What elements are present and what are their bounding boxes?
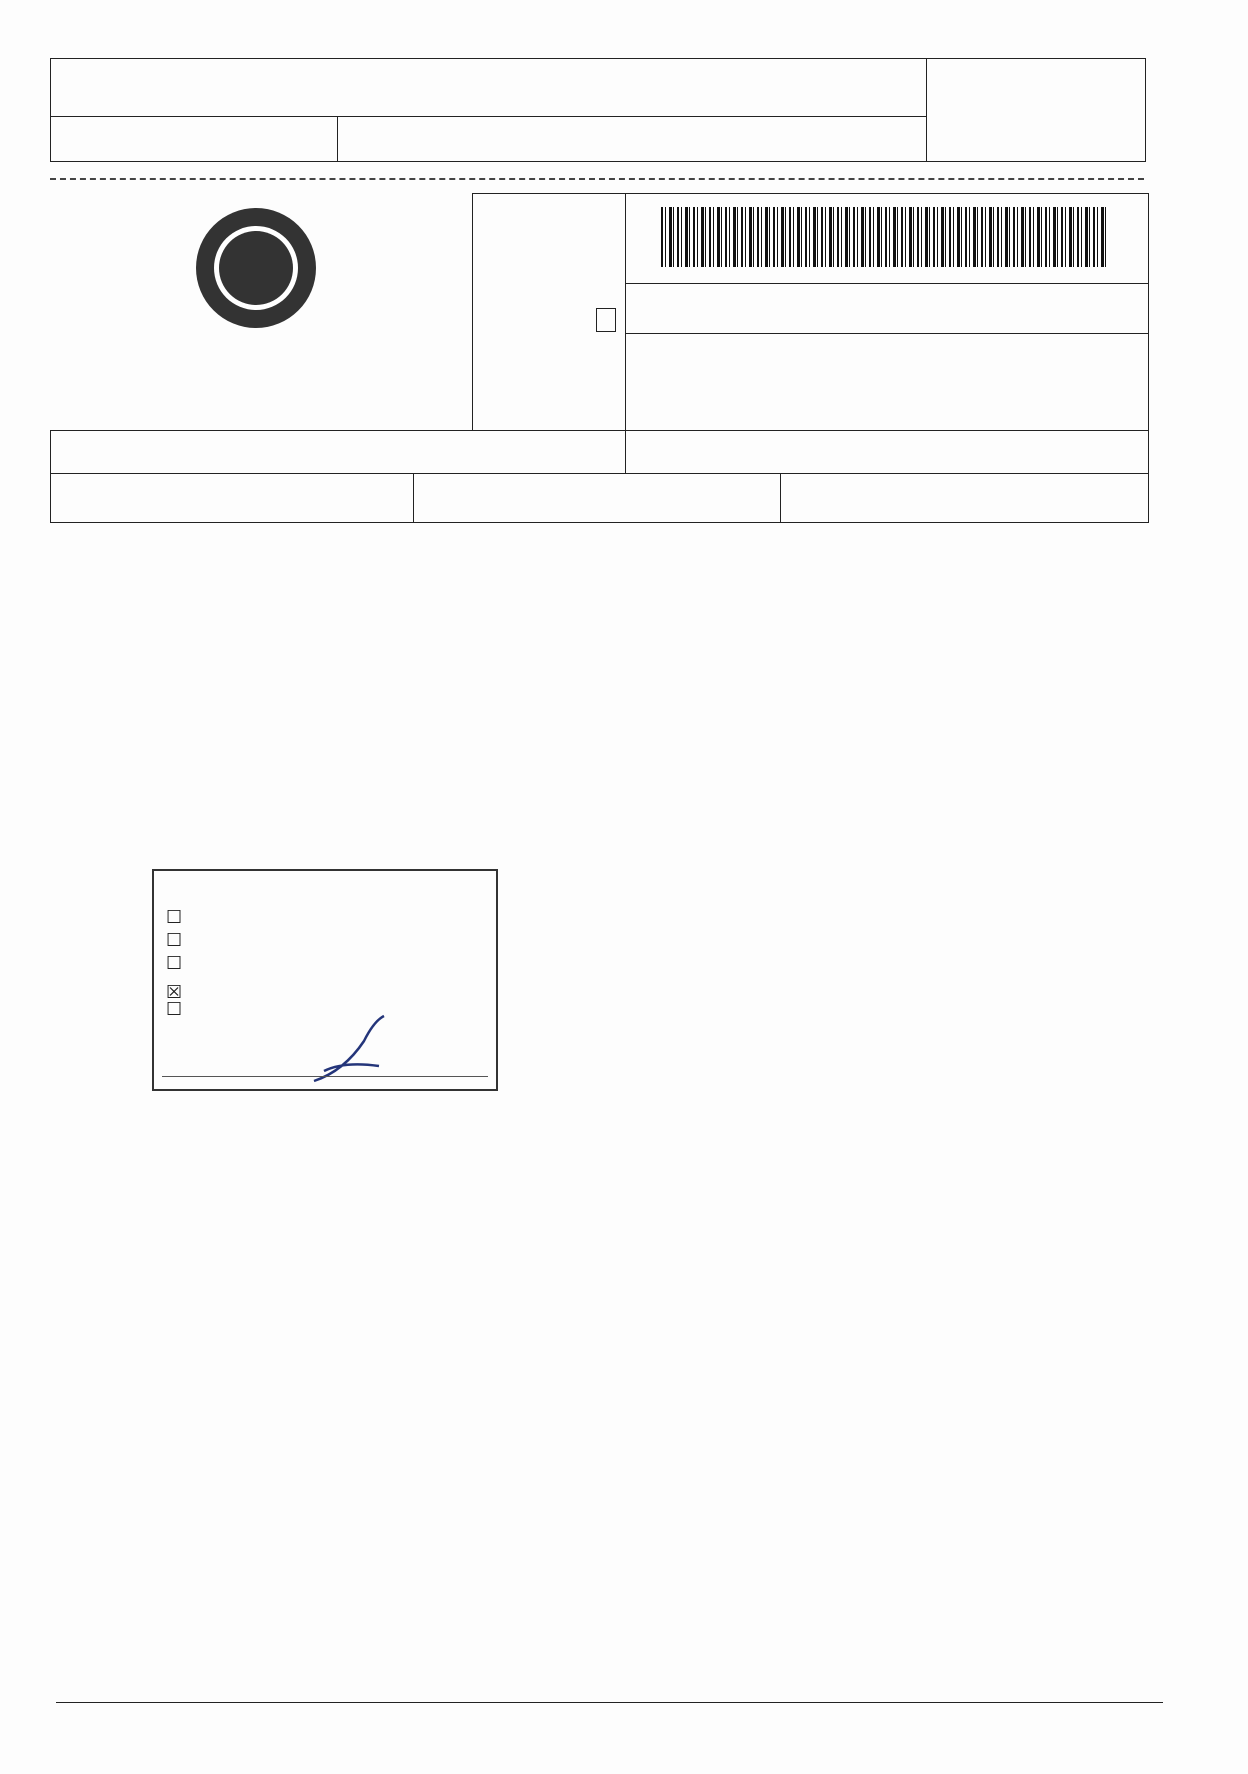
checkbox-icon: ☐ <box>166 953 183 974</box>
stamp-option-dispensa <box>166 999 182 1020</box>
checkbox-icon: ☐ <box>166 999 183 1020</box>
stamp-signature-line <box>162 1076 488 1077</box>
natureza-row <box>50 430 1149 474</box>
logo-seal-icon <box>196 208 316 328</box>
company-logo <box>196 208 316 328</box>
checkbox-checked-icon: ☒ <box>166 982 183 1003</box>
cut-line <box>50 178 1144 180</box>
barcode <box>661 207 1109 267</box>
acquisition-stamp <box>152 869 498 1091</box>
checkbox-icon: ☐ <box>166 907 183 928</box>
stamp-option-concorrencia <box>166 953 182 974</box>
danfe-tipo-box <box>596 308 616 332</box>
stamp-option-tomada <box>166 930 182 951</box>
inscricao-row <box>50 473 1149 523</box>
stamp-option-convite <box>166 907 182 928</box>
table-bottom-border <box>56 1702 1163 1703</box>
canhoto-box <box>50 58 1146 162</box>
checkbox-icon: ☐ <box>166 930 183 951</box>
signature-stroke-icon <box>304 1011 394 1091</box>
